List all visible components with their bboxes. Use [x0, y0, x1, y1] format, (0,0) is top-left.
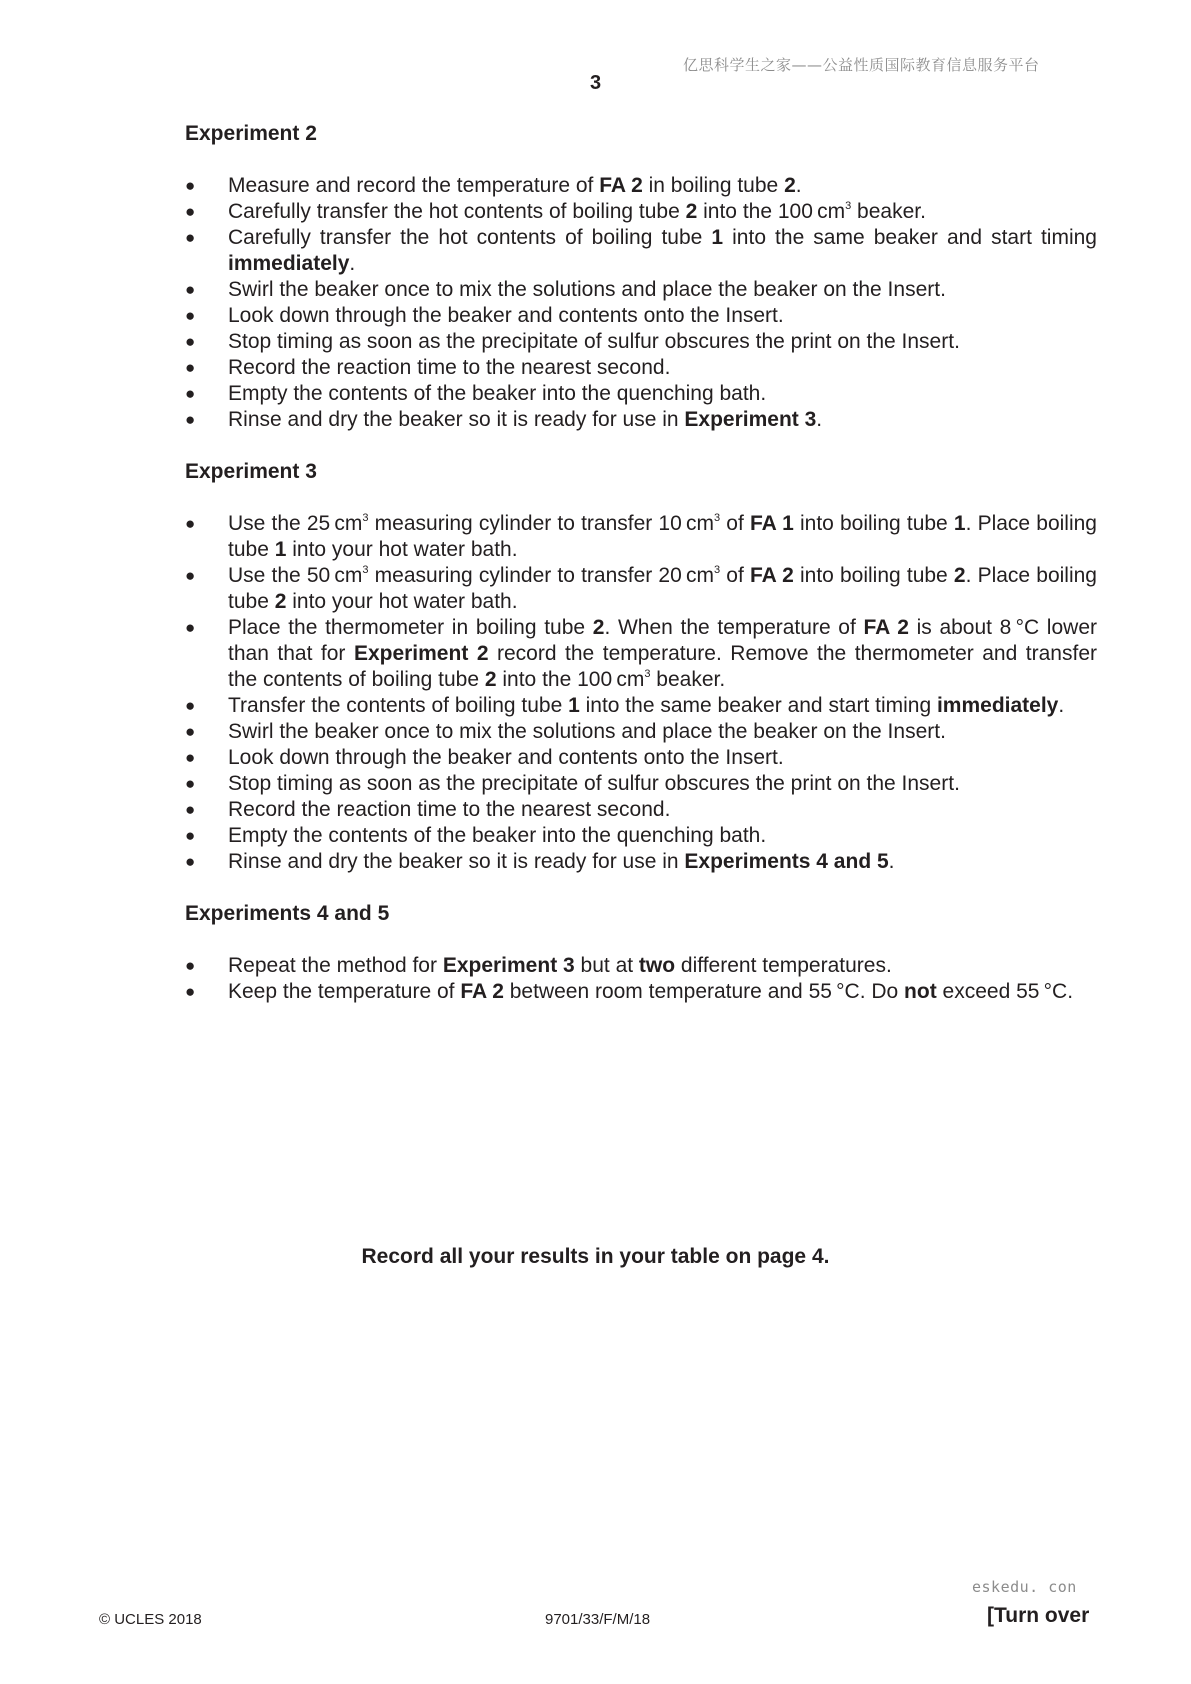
experiments-4-5-steps [185, 953, 1097, 1005]
step-item [185, 797, 1097, 823]
bullet-icon: ● [185, 800, 196, 819]
text-run: Look down through the beaker and contents onto the Insert. [228, 746, 784, 769]
superscript: 3 [713, 564, 721, 576]
text-run: . [1058, 694, 1065, 717]
text-run: . Place boiling tube [228, 512, 1097, 561]
bold-text: FA 2 [599, 174, 643, 197]
step-item [185, 355, 1097, 381]
footer-paper-code: 9701/33/F/M/18 [545, 1611, 651, 1628]
step-item [185, 407, 1097, 433]
bullet-icon: ● [185, 280, 196, 299]
bold-text: 2 [953, 564, 966, 587]
text-run: Repeat the method for [228, 954, 443, 977]
text-run: into the 100 cm [496, 668, 645, 691]
text-run: into your hot water bath. [286, 538, 518, 561]
step-item [185, 849, 1097, 875]
text-run: Empty the contents of the beaker into the quenching bath. [228, 382, 767, 405]
text-run: into your hot water bath. [286, 590, 518, 613]
bold-text: 1 [274, 538, 287, 561]
bullet-icon: ● [185, 384, 196, 403]
step-item [185, 303, 1097, 329]
experiment-2-steps [185, 173, 1097, 433]
text-run: measuring cylinder to transfer 10 cm [368, 512, 714, 535]
step-item [185, 563, 1097, 615]
text-run: . [795, 174, 802, 197]
text-run: Use the 50 cm [228, 564, 363, 587]
text-run: Swirl the beaker once to mix the solutions and place the beaker on the Insert. [228, 278, 946, 301]
watermark-header: 亿思科学生之家——公益性质国际教育信息服务平台 [683, 56, 1040, 74]
text-run: . When the temperature of [604, 616, 864, 639]
bold-text: 1 [711, 226, 724, 249]
step-item [185, 277, 1097, 303]
text-run: Carefully transfer the hot contents of boiling tube [228, 226, 712, 249]
bullet-icon: ● [185, 514, 196, 533]
step-item [185, 745, 1097, 771]
step-item [185, 823, 1097, 849]
bullet-icon: ● [185, 696, 196, 715]
text-run: into boiling tube [793, 512, 954, 535]
bold-text: 1 [568, 694, 580, 717]
text-run: measuring cylinder to transfer 20 cm [368, 564, 714, 587]
bold-text: 2 [685, 200, 698, 223]
text-run: record the temperature. Remove the thermometer and transfer the contents of boiling tube [228, 642, 1097, 691]
bullet-icon: ● [185, 332, 196, 351]
text-run: . [888, 850, 895, 873]
step-item [185, 173, 1097, 199]
text-run: Rinse and dry the beaker so it is ready for use in [228, 408, 685, 431]
bullet-icon: ● [185, 722, 196, 741]
experiment-3-heading: Experiment 3 [185, 460, 317, 483]
bullet-icon: ● [185, 228, 196, 247]
bullet-icon: ● [185, 852, 196, 871]
bullet-icon: ● [185, 956, 196, 975]
watermark-footer: eskedu. con [972, 1578, 1077, 1596]
step-item [185, 225, 1097, 277]
text-run: . [816, 408, 823, 431]
bold-text: FA 2 [863, 616, 909, 639]
turn-over-label: [Turn over [987, 1604, 1090, 1627]
bold-text: 2 [274, 590, 287, 613]
page-number: 3 [590, 72, 602, 94]
text-run: Record the reaction time to the nearest second. [228, 798, 671, 821]
superscript: 3 [362, 564, 369, 576]
bold-text: 2 [484, 668, 497, 691]
text-run: Keep the temperature of [228, 980, 461, 1003]
step-item [185, 199, 1097, 225]
superscript: 3 [713, 512, 721, 524]
text-run: beaker. [851, 200, 926, 223]
text-run: Use the 25 cm [228, 512, 363, 535]
text-run: into the 100 cm [697, 200, 846, 223]
text-run: into the same beaker and start timing [579, 694, 937, 717]
bold-text: Experiment 2 [353, 642, 489, 665]
step-item [185, 381, 1097, 407]
bullet-icon: ● [185, 748, 196, 767]
text-run: . Place boiling tube [228, 564, 1097, 613]
bold-text: Experiments 4 and 5 [684, 850, 889, 873]
bold-text: two [638, 954, 676, 977]
text-run: Rinse and dry the beaker so it is ready for use in [228, 850, 685, 873]
text-run: Measure and record the temperature of [228, 174, 600, 197]
step-item [185, 329, 1097, 355]
bold-text: 1 [953, 512, 966, 535]
experiment-2-heading: Experiment 2 [185, 122, 317, 145]
bold-text: not [904, 980, 937, 1003]
text-run: Stop timing as soon as the precipitate of sulfur obscures the print on the Insert. [228, 330, 960, 353]
bold-text: FA 1 [749, 512, 794, 535]
experiments-4-5-heading: Experiments 4 and 5 [185, 902, 390, 925]
text-run: into boiling tube [793, 564, 954, 587]
bold-text: immediately [228, 252, 350, 275]
text-run: Carefully transfer the hot contents of boiling tube [228, 200, 686, 223]
experiment-3-steps [185, 511, 1097, 875]
bold-text: immediately [936, 694, 1059, 717]
bullet-icon: ● [185, 202, 196, 221]
bullet-icon: ● [185, 306, 196, 325]
text-run: different temperatures. [675, 954, 892, 977]
bold-text: Experiment 3 [442, 954, 575, 977]
footer-copyright: © UCLES 2018 [99, 1611, 202, 1628]
step-item [185, 953, 1097, 979]
step-item [185, 511, 1097, 563]
text-run: Place the thermometer in boiling tube [228, 616, 593, 639]
bullet-icon: ● [185, 176, 196, 195]
step-item [185, 979, 1097, 1005]
text-run: of [720, 564, 750, 587]
bold-text: FA 2 [749, 564, 794, 587]
text-run: into the same beaker and start timing [723, 226, 1097, 249]
text-run: of [720, 512, 750, 535]
text-run: Transfer the contents of boiling tube [228, 694, 569, 717]
superscript: 3 [644, 668, 651, 680]
text-run: beaker. [650, 668, 726, 691]
text-run: in boiling tube [642, 174, 785, 197]
text-run: Swirl the beaker once to mix the solutions and place the beaker on the Insert. [228, 720, 946, 743]
bold-text: 2 [784, 174, 796, 197]
bold-text: Experiment 3 [684, 408, 817, 431]
text-run: between room temperature and 55 °C. Do [503, 980, 905, 1003]
text-run: . [349, 252, 356, 275]
bold-text: FA 2 [460, 980, 504, 1003]
bullet-icon: ● [185, 410, 196, 429]
text-run: but at [574, 954, 639, 977]
bullet-icon: ● [185, 358, 196, 377]
superscript: 3 [845, 200, 852, 212]
bullet-icon: ● [185, 618, 196, 637]
bullet-icon: ● [185, 982, 196, 1001]
superscript: 3 [362, 512, 369, 524]
record-results-note: Record all your results in your table on page 4. [361, 1245, 830, 1268]
text-run: Look down through the beaker and contents onto the Insert. [228, 304, 784, 327]
bullet-icon: ● [185, 774, 196, 793]
step-item [185, 771, 1097, 797]
bullet-icon: ● [185, 826, 196, 845]
text-run: exceed 55 °C. [936, 980, 1074, 1003]
step-item [185, 615, 1097, 693]
text-run: Record the reaction time to the nearest second. [228, 356, 671, 379]
text-run: Stop timing as soon as the precipitate of sulfur obscures the print on the Insert. [228, 772, 960, 795]
step-item [185, 693, 1097, 719]
text-run: Empty the contents of the beaker into the quenching bath. [228, 824, 767, 847]
text-run: is about 8 °C lower than that for [228, 616, 1097, 665]
step-item [185, 719, 1097, 745]
bullet-icon: ● [185, 566, 196, 585]
bold-text: 2 [592, 616, 605, 639]
